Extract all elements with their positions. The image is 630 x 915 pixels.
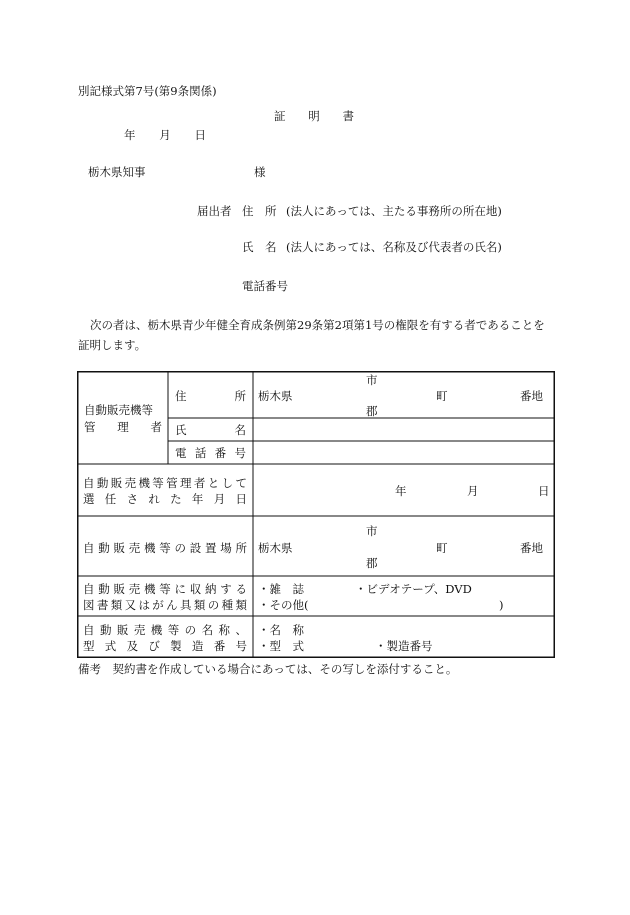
location-lot: 番地 <box>520 541 543 555</box>
location-county: 郡 <box>366 556 378 570</box>
label-char: 管 <box>84 420 96 434</box>
manager-label-line1: 自動販売機等 <box>84 403 153 417</box>
label-char: 等 <box>159 541 171 555</box>
model-option: ・型 式 <box>258 639 304 653</box>
appointed-label-line1 <box>83 478 247 490</box>
certification-text-line1: 次の者は、栃木県青少年健全育成条例第29条第2項第1号の権限を有する者であることを <box>90 318 545 332</box>
label-char: に <box>174 582 186 596</box>
label-char: 売 <box>133 623 146 637</box>
title-char: 書 <box>342 109 354 123</box>
contents-other-close: ) <box>499 598 504 612</box>
label-char: 造 <box>191 639 204 653</box>
label-char: が <box>152 598 164 612</box>
applicant-address-label: 住 所 <box>242 204 277 218</box>
label-char: 等 <box>159 582 171 596</box>
document-title <box>274 111 354 123</box>
applicant-address-note: (法人にあっては、主たる事務所の所在地) <box>286 204 502 218</box>
label-char: 類 <box>110 598 123 612</box>
label-char: 自 <box>83 582 95 596</box>
label-char: 売 <box>128 541 141 555</box>
label-char: 日 <box>235 492 247 506</box>
manager-address-town: 町 <box>436 389 448 403</box>
label-char: 図 <box>83 598 95 612</box>
label-char: び <box>148 639 160 653</box>
label-char: の <box>207 598 220 612</box>
contents-label-line2 <box>83 600 247 612</box>
manager-address-lot: 番地 <box>520 389 543 403</box>
label-char: 設 <box>189 541 202 555</box>
label-char: 置 <box>205 541 217 555</box>
label-char: の <box>174 541 186 555</box>
label-char: 機 <box>144 582 156 596</box>
document-date <box>124 130 206 142</box>
applicant-label: 届出者 <box>197 204 232 218</box>
manager-address-city: 市 <box>366 373 378 387</box>
label-char: し <box>221 476 234 490</box>
label-char: 年 <box>191 492 204 506</box>
certification-text-line2: 証明します。 <box>78 338 147 352</box>
label-char: 納 <box>205 582 217 596</box>
applicant-name-label: 氏 名 <box>242 240 277 254</box>
label-char: 自 <box>83 476 95 490</box>
label-char: 理 <box>180 476 192 490</box>
appointed-year: 年 <box>395 484 407 498</box>
manager-label-line2 <box>84 422 162 434</box>
serial-option: ・製造番号 <box>375 639 433 653</box>
label-char: れ <box>148 492 160 506</box>
label-char: 所 <box>235 541 247 555</box>
label-char: 、 <box>235 623 247 637</box>
label-char: す <box>220 582 232 596</box>
label-char: さ <box>126 492 139 506</box>
label-char: た <box>170 492 182 506</box>
certificate-table <box>77 371 555 658</box>
label-char: 場 <box>220 541 232 555</box>
label-char: 機 <box>150 623 163 637</box>
label-char: と <box>207 476 220 490</box>
label-char: 任 <box>104 492 117 506</box>
contents-label-line1 <box>83 584 247 596</box>
manager-name-label <box>175 425 246 437</box>
manager-address-prefecture: 栃木県 <box>258 389 293 403</box>
label-char: 製 <box>170 639 182 653</box>
label-char: 型 <box>83 639 95 653</box>
label-char: 称 <box>218 623 230 637</box>
applicant-name-note: (法人にあっては、名称及び代表者の氏名) <box>286 240 502 254</box>
label-char: 選 <box>83 492 95 506</box>
label-char: 種 <box>221 598 234 612</box>
label-char: 電 <box>175 446 187 460</box>
label-char: 番 <box>214 446 227 460</box>
label-char: 名 <box>234 423 246 437</box>
label-char: の <box>184 623 197 637</box>
label-char: 類 <box>193 598 206 612</box>
applicant-phone-label: 電話番号 <box>242 279 288 293</box>
title-char: 証 <box>274 109 286 123</box>
product-name-option: ・名 称 <box>258 623 304 637</box>
label-char: 販 <box>116 623 129 637</box>
addressee-name: 栃木県知事 <box>88 165 146 179</box>
label-char: 書 <box>96 598 109 612</box>
label-char: 理 <box>117 420 129 434</box>
label-char: 収 <box>189 582 202 596</box>
remarks-note: 備考 契約書を作成している場合にあっては、その写しを添付すること。 <box>78 662 458 676</box>
label-char: は <box>138 598 150 612</box>
label-char: 氏 <box>175 423 187 437</box>
label-char: 又 <box>124 598 137 612</box>
contents-video-option: ・ビデオテープ、DVD <box>355 582 472 596</box>
title-char: 明 <box>308 109 320 123</box>
location-label <box>83 543 247 555</box>
manager-address-county: 郡 <box>366 404 378 418</box>
location-prefecture: 栃木県 <box>258 541 293 555</box>
label-char: 月 <box>213 492 226 506</box>
model-label-line2 <box>83 641 247 653</box>
label-char: 及 <box>126 639 139 653</box>
label-char: て <box>235 476 247 490</box>
date-day: 日 <box>194 128 206 142</box>
label-char: 号 <box>234 446 246 460</box>
form-number: 別記様式第7号(第9条関係) <box>78 84 217 98</box>
manager-address-label <box>175 391 246 403</box>
label-char: 号 <box>235 639 247 653</box>
contents-magazine-option: ・雑 誌 <box>258 582 304 596</box>
label-char: 式 <box>104 639 117 653</box>
location-town: 町 <box>436 541 448 555</box>
appointed-month: 月 <box>467 484 479 498</box>
addressee-honorific: 様 <box>254 165 266 179</box>
label-char: 名 <box>201 623 214 637</box>
location-city: 市 <box>366 524 378 538</box>
label-char: 自 <box>83 541 95 555</box>
label-char: 販 <box>113 541 125 555</box>
label-char: 動 <box>98 541 110 555</box>
label-char: 番 <box>213 639 226 653</box>
label-char: 販 <box>113 582 125 596</box>
label-char: 等 <box>152 476 164 490</box>
label-char: 動 <box>98 582 110 596</box>
label-char: 機 <box>138 476 150 490</box>
label-char: 販 <box>110 476 123 490</box>
label-char: 類 <box>235 598 247 612</box>
label-char: 等 <box>167 623 180 637</box>
label-char: る <box>235 582 247 596</box>
label-char: 動 <box>99 623 112 637</box>
appointed-day: 日 <box>538 484 550 498</box>
label-char: 管 <box>166 476 178 490</box>
appointed-label-line2 <box>83 494 247 506</box>
label-char: 者 <box>193 476 206 490</box>
label-char: 具 <box>180 598 192 612</box>
label-char: 機 <box>144 541 156 555</box>
contents-other-option: ・その他( <box>258 598 309 612</box>
label-char: 売 <box>128 582 141 596</box>
label-char: 自 <box>83 623 95 637</box>
model-label-line1 <box>83 625 247 637</box>
label-char: ん <box>166 598 178 612</box>
label-char: 住 <box>175 389 187 403</box>
label-char: 動 <box>96 476 109 490</box>
label-char: 所 <box>234 389 246 403</box>
label-char: 者 <box>150 420 162 434</box>
manager-phone-label <box>175 448 246 460</box>
date-month: 月 <box>159 128 171 142</box>
label-char: 売 <box>124 476 137 490</box>
label-char: 話 <box>194 446 207 460</box>
date-year: 年 <box>124 128 136 142</box>
